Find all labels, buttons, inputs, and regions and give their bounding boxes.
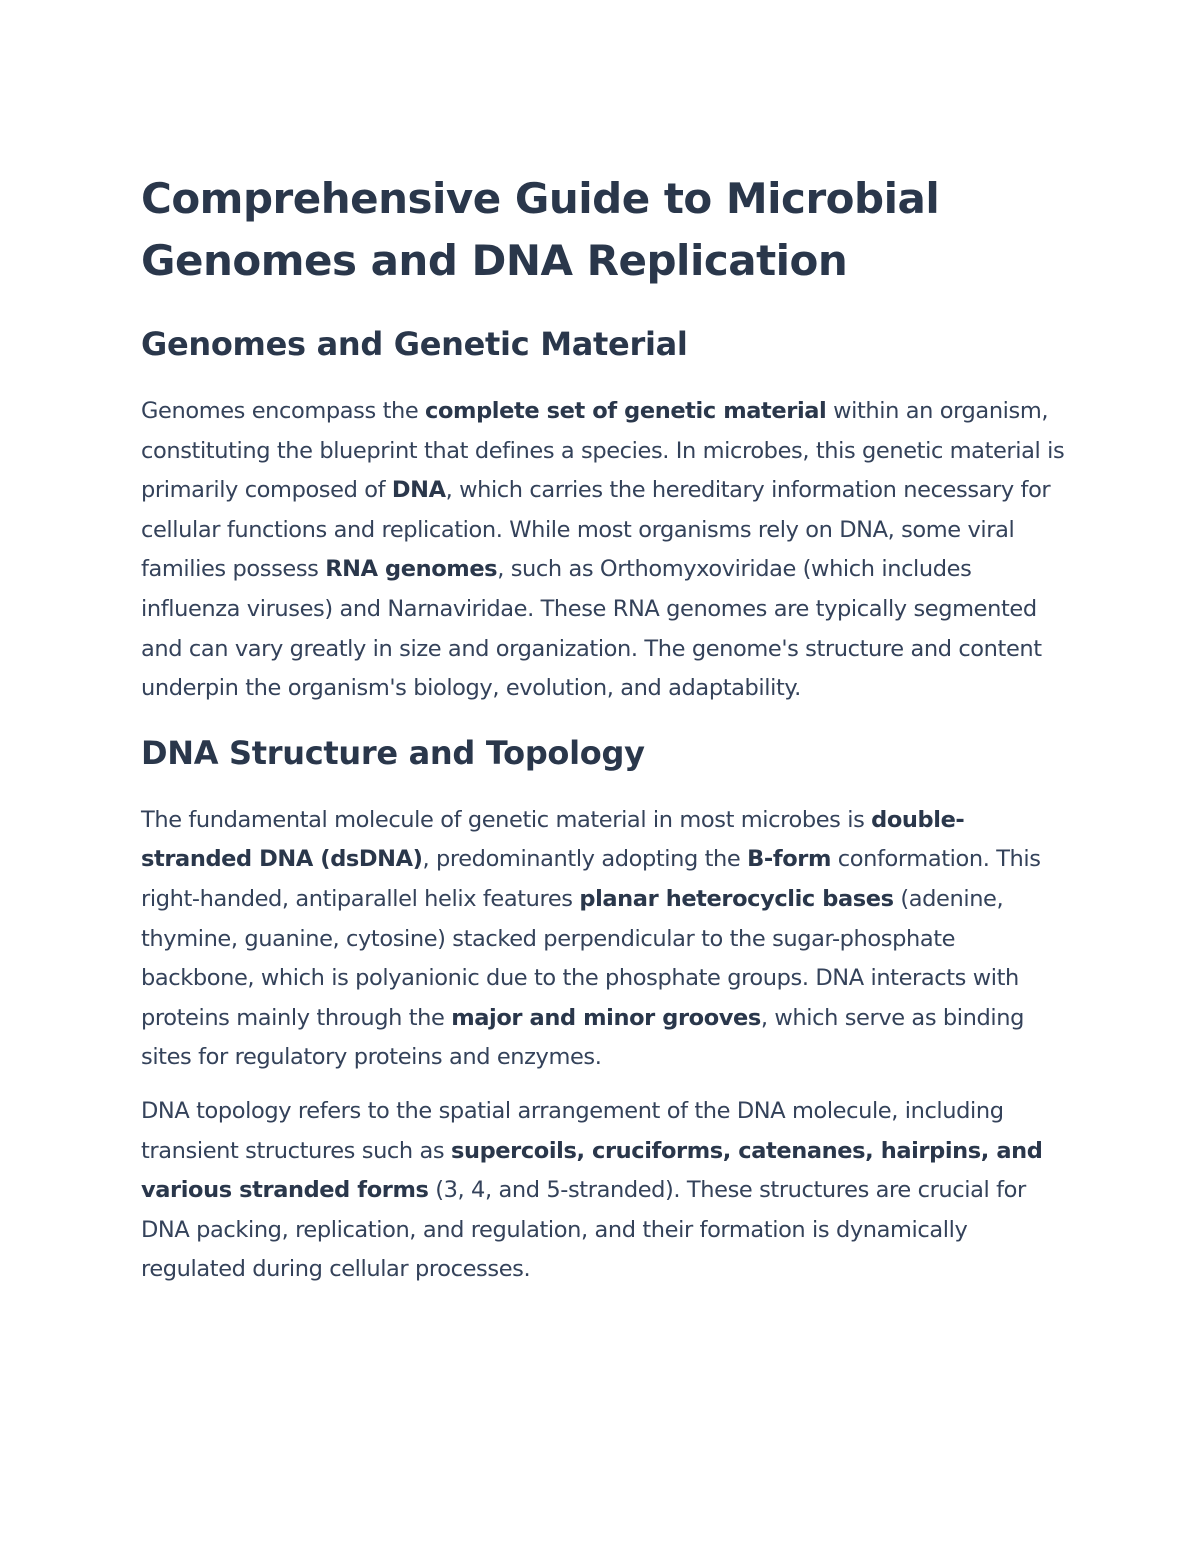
section-heading-genomes: Genomes and Genetic Material (141, 325, 688, 363)
bold-term: complete set of genetic material (425, 398, 827, 424)
bold-term: RNA genomes (325, 556, 498, 583)
bold-term: double-stranded DNA (dsDNA) (141, 806, 965, 873)
paragraph-text: The fundamental molecule of genetic material in most microbes is (141, 806, 872, 833)
bold-term: supercoils, cruciforms, catenanes, hairpins, and various stranded forms (141, 1137, 1043, 1204)
paragraph-text: DNA topology refers to the spatial arrangement of the DNA molecule, including transient structures such as (141, 1097, 1004, 1164)
section-dna-structure (141, 731, 1071, 1290)
paragraph-text: Genomes encompass the (141, 398, 426, 424)
bold-term: B-form (747, 846, 832, 873)
paragraph-text: , predominantly adopting the (422, 846, 748, 873)
section-heading-dna-structure: DNA Structure and Topology (141, 733, 645, 772)
paragraph-text: within an organism, constituting the blueprint that defines a species. In microbes, this genetic material is primarily composed of (141, 398, 1065, 504)
paragraph-text: (adenine, thymine, guanine, cytosine) stacked perpendicular to the sugar-phosphate backbone, which is polyanionic due to the phosphate groups. DNA interacts with proteins mainly through the (141, 885, 1019, 1031)
bold-term: DNA (391, 477, 446, 504)
paragraph-text: , which serve as binding sites for regulatory proteins and enzymes. (141, 1004, 1024, 1071)
paragraph-dna-structure (141, 801, 1071, 1078)
paragraph-genomes (141, 392, 1071, 709)
section-genomes (141, 322, 1071, 709)
paragraph-text: (3, 4, and 5-stranded). These structures are crucial for DNA packing, replication, and regulation, and their formation is dynamically regulated during cellular processes. (141, 1177, 1026, 1283)
document-page (141, 168, 1071, 1290)
paragraph-text: , such as Orthomyxoviridae (which includes influenza viruses) and Narnaviridae. These RNA genomes are typically segmented and can vary greatly in size and organization. The genome's structure and content underpin the organism's biology, evolution, and adaptability. (141, 556, 1042, 702)
paragraph-text: conformation. This right-handed, antiparallel helix features (141, 846, 1041, 912)
document-title: Comprehensive Guide to Microbial Genomes and DNA Replication (141, 174, 940, 285)
paragraph-text: , which carries the hereditary information necessary for cellular functions and replication. While most organisms rely on DNA, some viral families possess (141, 477, 1051, 583)
paragraph-dna-topology (141, 1092, 1071, 1290)
bold-term: major and minor grooves (451, 1004, 761, 1031)
bold-term: planar heterocyclic bases (579, 885, 894, 912)
